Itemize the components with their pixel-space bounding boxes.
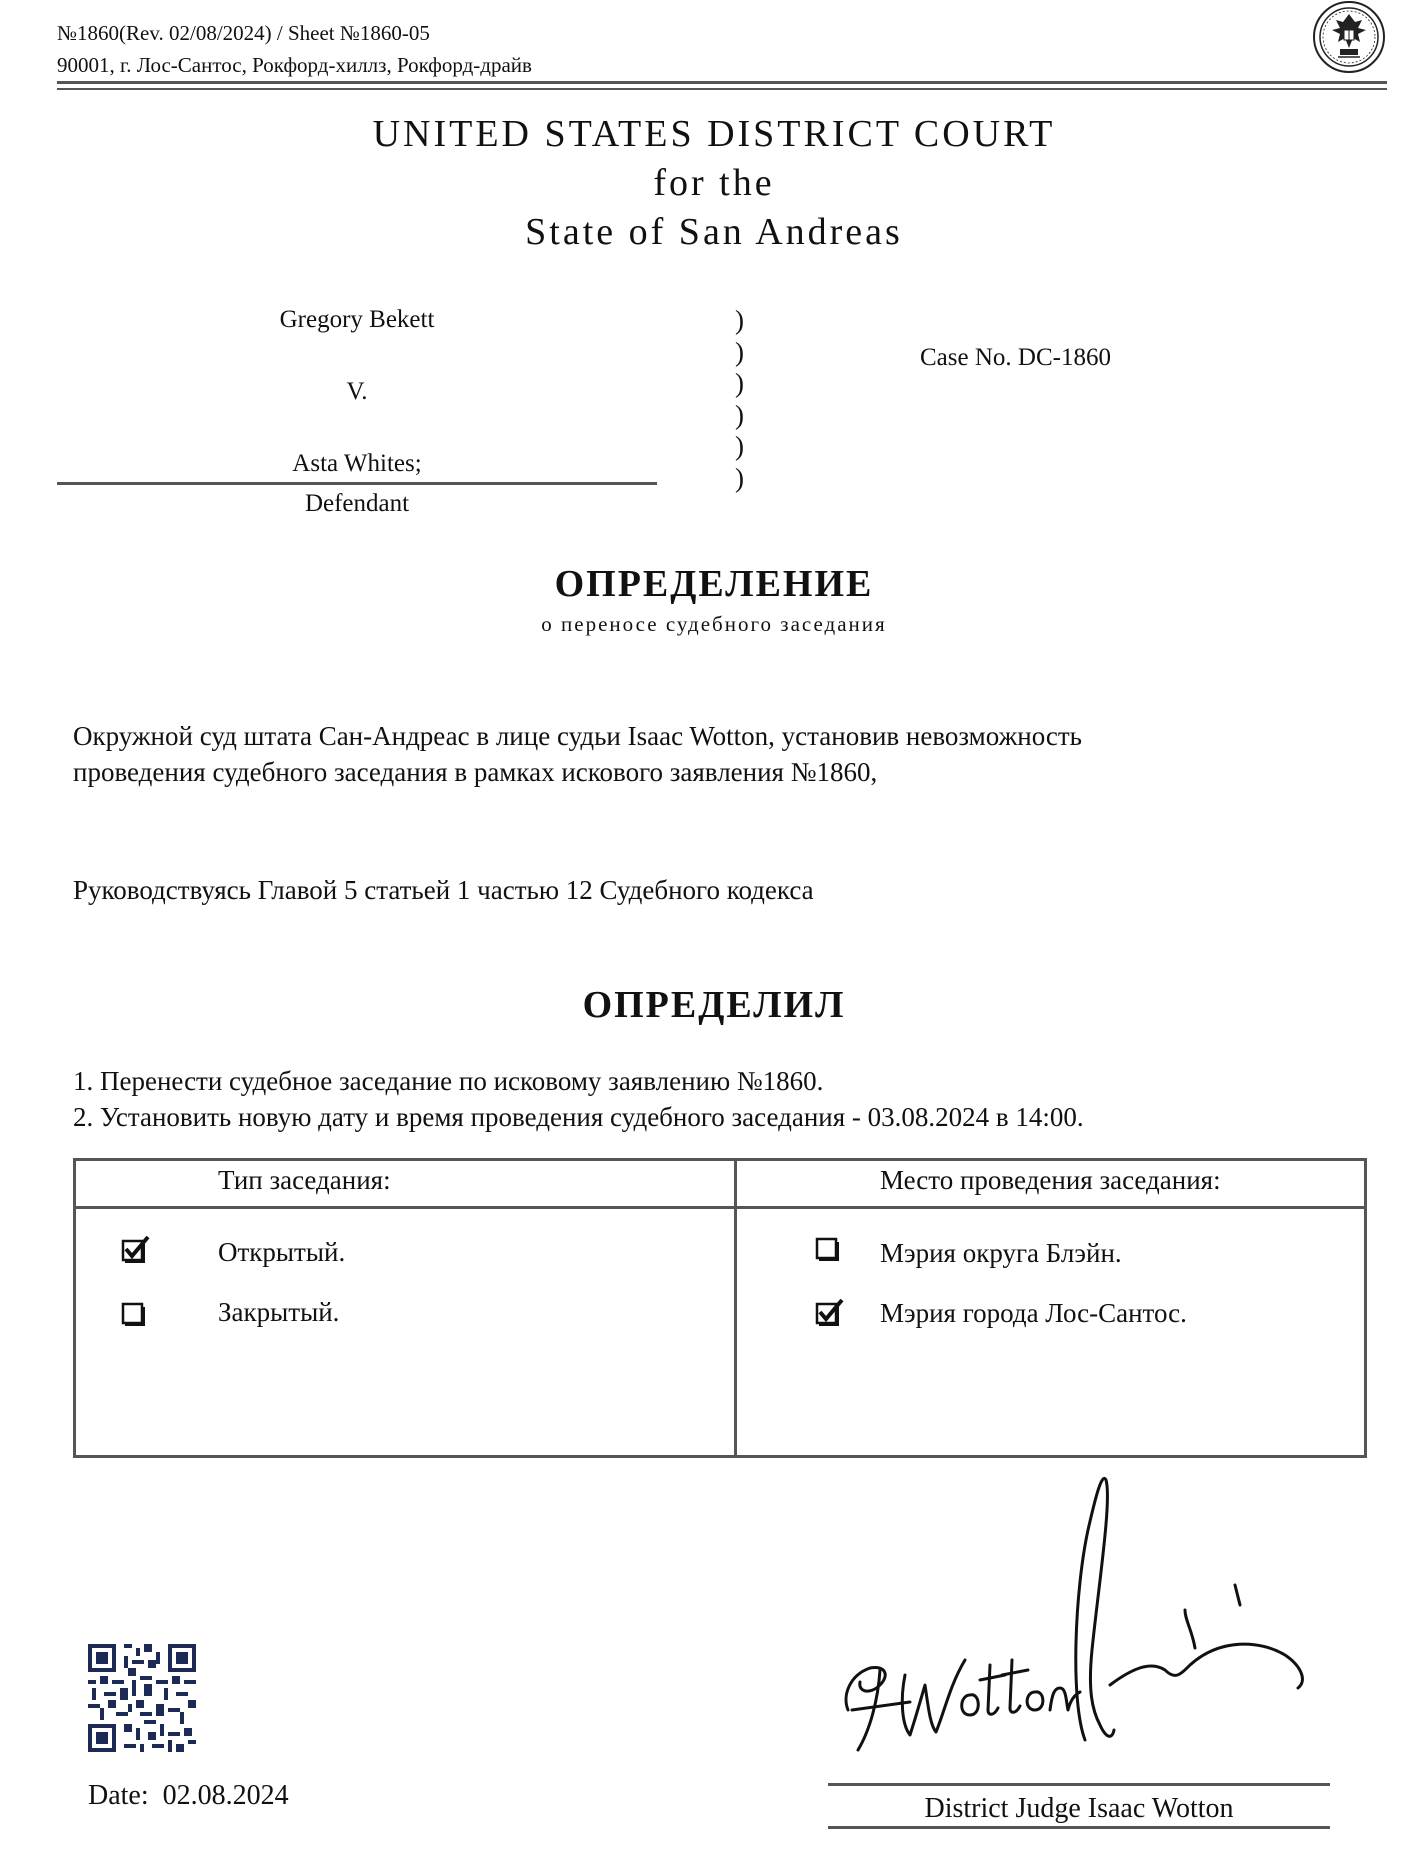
versus-label: V. (346, 378, 368, 405)
paren: ) (735, 399, 744, 430)
date-value: 02.08.2024 (162, 1780, 289, 1811)
empty-box-icon[interactable] (120, 1300, 152, 1332)
court-seal-icon (1312, 0, 1386, 74)
empty-box-icon[interactable] (814, 1235, 846, 1267)
location-los-santos-city-hall: Мэрия города Лос-Сантос. (880, 1298, 1187, 1328)
decision-item-2: 2. Установить новую дату и время проведения судебного заседания - 03.08.2024 в 14:00. (73, 1102, 1084, 1132)
signature-rule-top (828, 1783, 1330, 1786)
plaintiff-name: Gregory Bekett (279, 306, 435, 333)
paren: ) (735, 431, 744, 461)
court-for-the: for the (653, 162, 775, 204)
caption-parens (735, 305, 744, 494)
signature-rule-bottom (828, 1826, 1330, 1829)
decision-item-1: 1. Перенести судебное заседание по исковому заявлению №1860. (73, 1066, 824, 1096)
date-label: Date: (88, 1780, 149, 1811)
court-name: UNITED STATES DISTRICT COURT (372, 113, 1056, 155)
hearing-type-open: Открытый. (218, 1237, 346, 1267)
paragraph-1-line-1: Окружной суд штата Сан-Андреас в лице судьи Isaac Wotton, установив невозможность (73, 721, 1082, 751)
hearing-location-header: Место проведения заседания: (880, 1165, 1221, 1195)
hearing-type-header: Тип заседания: (218, 1165, 391, 1195)
hearing-options-table (73, 1158, 1367, 1458)
qr-code-icon (88, 1644, 196, 1752)
paren: ) (735, 462, 744, 493)
document-date (88, 1780, 289, 1812)
judge-title: District Judge Isaac Wotton (924, 1793, 1234, 1824)
decision-title: ОПРЕДЕЛИЛ (582, 984, 846, 1026)
paren: ) (735, 305, 744, 335)
paren: ) (735, 368, 744, 398)
paragraph-1 (73, 718, 1363, 790)
checked-box-icon[interactable] (120, 1234, 152, 1266)
defendant-role: Defendant (304, 490, 410, 517)
paren: ) (735, 336, 744, 367)
table-header-divider (76, 1206, 1364, 1209)
header-rule-thin (57, 88, 1387, 90)
checked-box-icon[interactable] (814, 1297, 846, 1329)
judge-signature (830, 1470, 1350, 1775)
location-blaine-county: Мэрия округа Блэйн. (880, 1238, 1122, 1268)
court-state: State of San Andreas (525, 211, 903, 253)
defendant-name: Asta Whites; (292, 450, 422, 477)
caption-rule (57, 482, 657, 485)
paragraph-2: Руководствуясь Главой 5 статьей 1 частью 12 Судебного кодекса (73, 875, 814, 905)
order-subtitle: о переносе судебного заседания (541, 612, 887, 636)
paragraph-1-line-2: проведения судебного заседания в рамках искового заявления №1860, (73, 757, 878, 787)
case-number: Case No. DC-1860 (920, 344, 1111, 371)
court-address: 90001, г. Лос-Сантос, Рокфорд-хиллз, Рокфорд-драйв (57, 53, 532, 77)
header-rule-thick (57, 81, 1387, 84)
form-number: №1860(Rev. 02/08/2024) / Sheet №1860-05 (57, 21, 430, 45)
hearing-type-closed: Закрытый. (218, 1297, 340, 1327)
order-title: ОПРЕДЕЛЕНИЕ (554, 563, 874, 605)
